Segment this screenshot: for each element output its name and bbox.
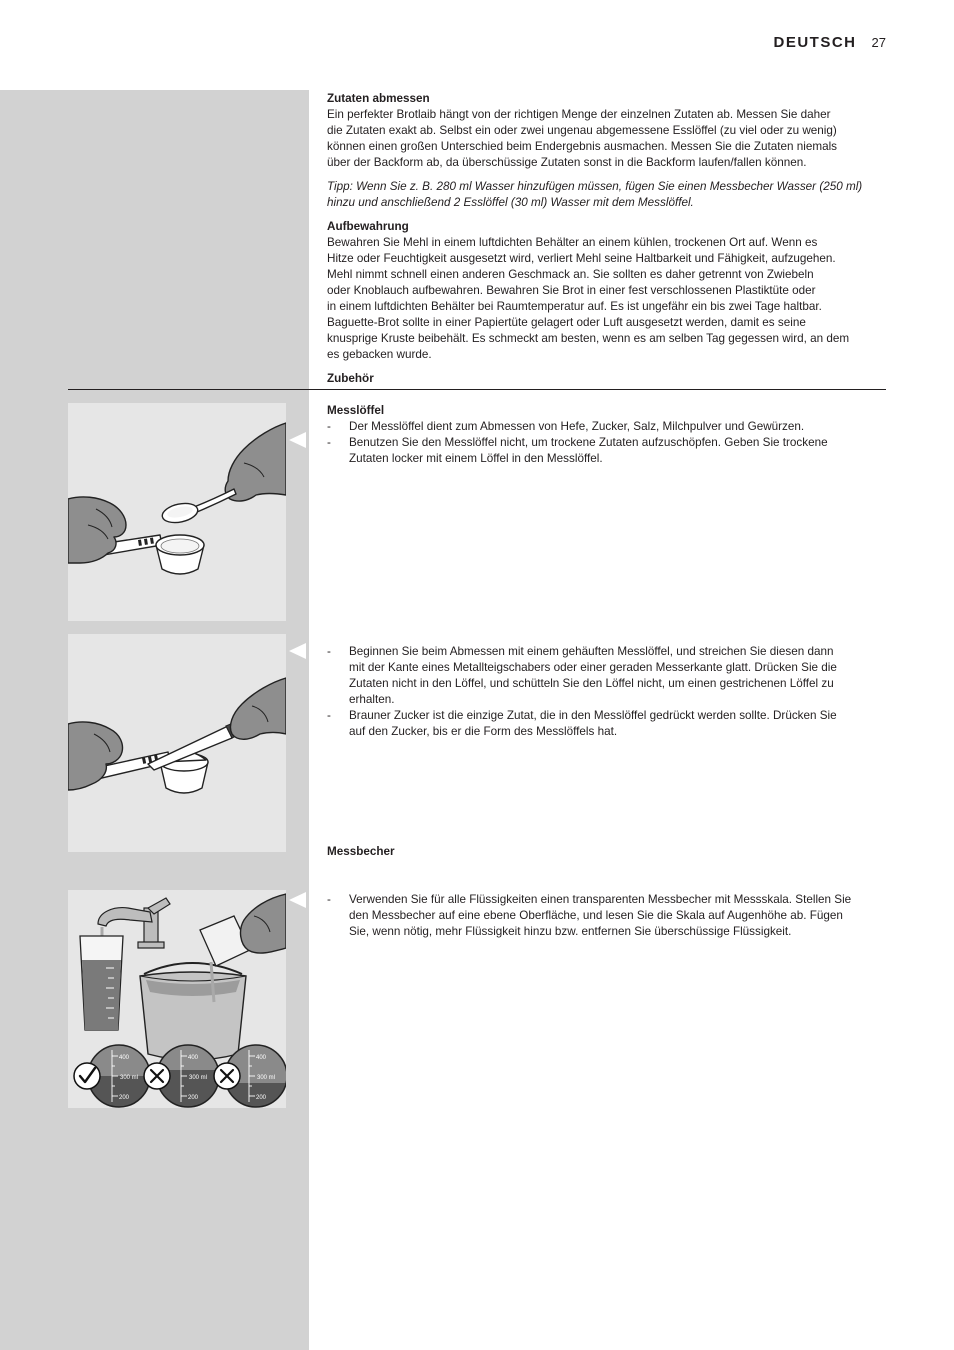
scale-label-bottom: 200 bbox=[256, 1095, 267, 1101]
measuring-spoon-cup bbox=[156, 535, 204, 574]
list-item-line: Zutaten locker mit einem Löffel in den Messlöffel. bbox=[349, 452, 603, 465]
paragraph-line: Bewahren Sie Mehl in einem luftdichten Behälter an einem kühlen, trockenen Ort auf. Wenn es bbox=[327, 236, 818, 249]
bullet-dash: - bbox=[327, 645, 331, 658]
list-item-line: mit der Kante eines Metallteigschabers oder einer geraden Messerkante glatt. Drücken Sie die bbox=[349, 661, 837, 674]
tip-line: hinzu und anschließend 2 Esslöffel (30 ml) Wasser mit dem Messlöffel. bbox=[327, 196, 694, 209]
language-label: DEUTSCH bbox=[773, 34, 857, 51]
scale-label-bottom: 200 bbox=[188, 1095, 199, 1101]
paragraph-line: es gebacken wurde. bbox=[327, 348, 432, 361]
paragraph-line: oder Knoblauch aufbewahren. Bewahren Sie Brot in einer fest verschlossenen Plastiktüte oder bbox=[327, 284, 816, 297]
messbecher-bullet-list bbox=[327, 892, 851, 940]
list-item-line: erhalten. bbox=[349, 693, 395, 706]
list-item-line: Der Messlöffel dient zum Abmessen von Hefe, Zucker, Salz, Milchpulver und Gewürzen. bbox=[349, 420, 805, 433]
check-circle-icon bbox=[74, 1063, 100, 1089]
paragraph-line: knusprige Kruste beibehält. Es schmeckt am besten, wenn es am selben Tag gegessen wird, an dem bbox=[327, 332, 850, 345]
triangle-left-icon bbox=[289, 892, 306, 908]
scale-label-top: 400 bbox=[188, 1055, 199, 1061]
heading-zutaten-abmessen: Zutaten abmessen bbox=[327, 92, 430, 105]
heading-zubehoer: Zubehör bbox=[327, 372, 374, 385]
page-number: 27 bbox=[871, 35, 886, 50]
x-circle-icon bbox=[144, 1063, 170, 1089]
scale-label-top: 400 bbox=[256, 1055, 267, 1061]
bullet-dash: - bbox=[327, 893, 331, 906]
list-item-line: Benutzen Sie den Messlöffel nicht, um trockene Zutaten aufzuschöpfen. Geben Sie trockene bbox=[349, 436, 828, 449]
list-item bbox=[327, 708, 837, 740]
list-item bbox=[327, 419, 828, 435]
heading-messloeffel: Messlöffel bbox=[327, 404, 385, 417]
paragraph-line: über der Backform ab, da überschüssige Zutaten sonst in die Backform laufen/fallen können. bbox=[327, 156, 807, 169]
list-item-line: Beginnen Sie beim Abmessen mit einem gehäuften Messlöffel, und streichen Sie diesen dann bbox=[349, 645, 834, 658]
page-header bbox=[774, 34, 886, 52]
list-item bbox=[327, 435, 828, 467]
paragraph-line: Ein perfekter Brotlaib hängt von der richtigen Menge der einzelnen Zutaten ab. Messen Sie daher bbox=[327, 108, 831, 121]
illustration-spoon-leveling-svg bbox=[68, 634, 286, 852]
scale-label-middle: 300 ml bbox=[120, 1075, 139, 1081]
x-circle-icon bbox=[214, 1063, 240, 1089]
list-item bbox=[327, 892, 851, 940]
paragraph-aufbewahrung bbox=[327, 235, 849, 363]
bullet-dash: - bbox=[327, 709, 331, 722]
illustration-spoon-filling-svg bbox=[68, 403, 286, 621]
list-item-line: Verwenden Sie für alle Flüssigkeiten einen transparenten Messbecher mit Messskala. Stellen Sie bbox=[349, 893, 852, 906]
paragraph-line: in einem luftdichten Behälter bei Raumtemperatur auf. Es ist ungefähr ein bis zwei Tage haltbar. bbox=[327, 300, 822, 313]
paragraph-line: können einen großen Unterschied beim Endergebnis ausmachen. Messen Sie die Zutaten niemals bbox=[327, 140, 838, 153]
illustration-spoon-filling bbox=[68, 403, 286, 621]
paragraph-line: Mehl nimmt schnell einen anderen Geschmack an. Sie sollten es daher getrennt von Zwiebeln bbox=[327, 268, 814, 281]
messloeffel-bullet-list bbox=[327, 419, 828, 467]
scale-label-bottom: 200 bbox=[119, 1095, 130, 1101]
illustration-spoon-leveling bbox=[68, 634, 286, 852]
bullet-dash: - bbox=[327, 436, 331, 449]
illustration-measuring-cup-svg bbox=[68, 890, 286, 1108]
scale-label-top: 400 bbox=[119, 1055, 130, 1061]
bullet-dash: - bbox=[327, 420, 331, 433]
list-item-line: auf den Zucker, bis er die Form des Messlöffels hat. bbox=[349, 725, 618, 738]
list-item-line: den Messbecher auf eine ebene Oberfläche, und lesen Sie die Skala auf Augenhöhe ab. Fügen bbox=[349, 909, 843, 922]
triangle-left-icon bbox=[289, 432, 306, 448]
triangle-left-icon bbox=[289, 643, 306, 659]
leveling-bullet-list bbox=[327, 644, 837, 740]
scale-label-middle: 300 ml bbox=[257, 1075, 276, 1081]
heading-aufbewahrung: Aufbewahrung bbox=[327, 220, 409, 233]
heading-messbecher: Messbecher bbox=[327, 845, 395, 858]
list-item bbox=[327, 644, 837, 708]
scale-label-middle: 300 ml bbox=[189, 1075, 208, 1081]
list-item-line: Brauner Zucker ist die einzige Zutat, die in den Messlöffel gedrückt werden sollte. Drücken Sie bbox=[349, 709, 837, 722]
list-item-line: Sie, wenn nötig, mehr Flüssigkeit hinzu bzw. entfernen Sie überschüssige Flüssigkeit. bbox=[349, 925, 792, 938]
paragraph-line: die Zutaten exakt ab. Selbst ein oder zwei ungenau abgemessene Esslöffel (zu viel oder zu wenig) bbox=[327, 124, 837, 137]
paragraph-zutaten bbox=[327, 107, 837, 171]
tip-paragraph bbox=[327, 179, 862, 211]
transparent-measuring-cup bbox=[80, 936, 123, 1030]
paragraph-line: Hitze oder Feuchtigkeit ausgesetzt wird, verliert Mehl seine Haltbarkeit und Fähigkeit, aufzugehen. bbox=[327, 252, 836, 265]
paragraph-line: Baguette-Brot sollte in einer Papiertüte gelagert oder Luft ausgesetzt werden, damit es seine bbox=[327, 316, 806, 329]
section-divider bbox=[68, 389, 886, 390]
tip-line: Tipp: Wenn Sie z. B. 280 ml Wasser hinzufügen müssen, fügen Sie einen Messbecher Wasser (250 ml) bbox=[327, 180, 863, 193]
list-item-line: Zutaten nicht in den Löffel, und schütteln Sie den Löffel nicht, um einen gestrichenen Löffel zu bbox=[349, 677, 834, 690]
illustration-measuring-cup bbox=[68, 890, 286, 1108]
